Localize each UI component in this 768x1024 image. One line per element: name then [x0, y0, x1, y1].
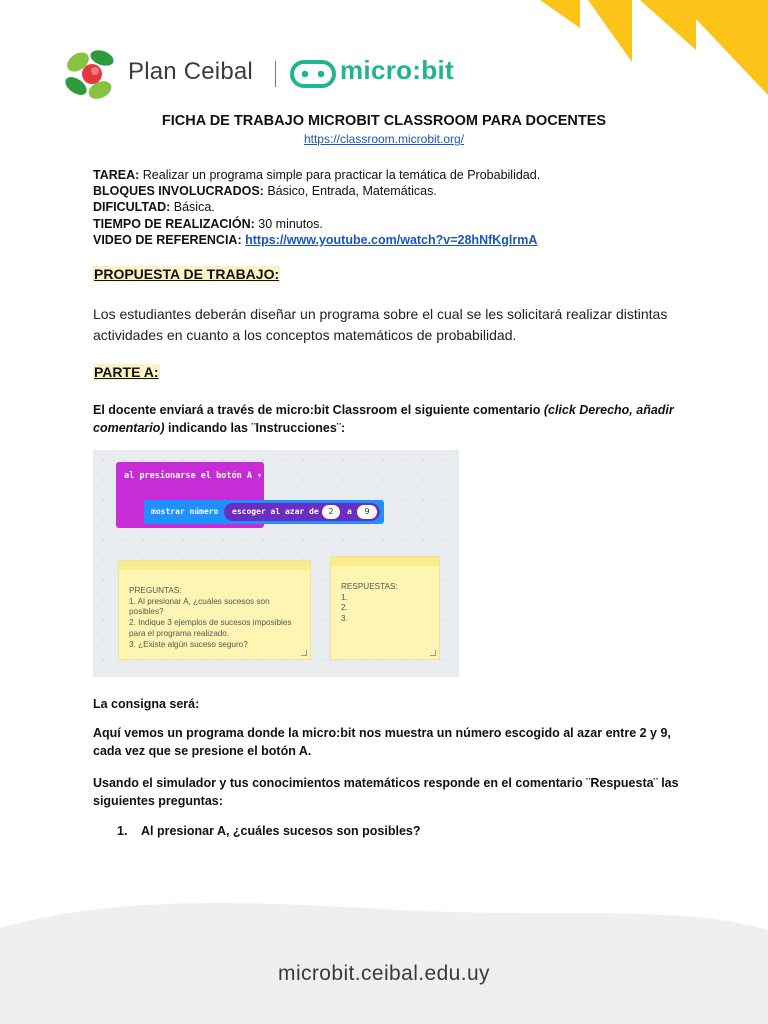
event-block-label: al presionarse el botón A ▾: [124, 471, 263, 481]
questions-note-text: [129, 586, 309, 650]
classroom-link[interactable]: https://classroom.microbit.org/: [303, 132, 465, 146]
intro-italic: (click Derecho, añadir comentario): [93, 403, 674, 435]
product-name: micro:bit: [340, 55, 454, 85]
note-line: 1. Al presionar A, ¿cuáles sucesos son: [129, 596, 270, 606]
show-block-label: mostrar número: [151, 507, 219, 516]
note-line: 3.: [341, 614, 348, 624]
meta-row-difficulty: [93, 199, 693, 215]
plan-ceibal-logo-icon: [64, 44, 124, 104]
meta-row-video: [93, 232, 693, 248]
intro-text: El docente enviará a través de micro:bit Classroom el siguiente comentario: [93, 403, 544, 417]
meta-label: BLOQUES INVOLUCRADOS:: [93, 184, 264, 199]
note-line: PREGUNTAS:: [129, 586, 182, 595]
meta-row-task: [93, 167, 693, 183]
makecode-editor-screenshot: [93, 450, 459, 677]
note-resize-handle[interactable]: [430, 650, 436, 656]
note-header: [119, 561, 310, 570]
meta-value: Básico, Entrada, Matemáticas.: [263, 184, 437, 199]
instructions-label: La consigna será:: [93, 697, 200, 711]
note-line: 2. Indique 3 ejemplos de sucesos imposibles: [129, 618, 292, 628]
note-header: [331, 557, 439, 566]
note-line: RESPUESTAS:: [341, 582, 398, 591]
video-reference-link[interactable]: https://www.youtube.com/watch?v=28hNfKglrmA: [245, 232, 538, 247]
part-a-heading: PARTE A:: [94, 364, 159, 380]
pick-random-block[interactable]: [224, 503, 380, 521]
instructions-paragraph-1: Aquí vemos un programa donde la micro:bit nos muestra un número escogido al azar entre 2 y 9, cada vez que se presione el botón A.: [93, 726, 671, 758]
header-logos: [64, 44, 484, 106]
note-line: 2.: [341, 603, 348, 613]
note-line: posibles?: [129, 607, 164, 617]
random-from-input[interactable]: 2: [322, 505, 340, 519]
note-line: para el programa realizado.: [129, 628, 230, 638]
random-to-input[interactable]: 9: [357, 505, 377, 519]
show-number-block[interactable]: [144, 500, 384, 524]
meta-row-time: [93, 216, 693, 232]
proposal-text: Los estudiantes deberán diseñar un programa sobre el cual se les solicitará realizar distintas actividades en cuanto a los conceptos matemáticos de probabilidad.: [93, 306, 668, 343]
meta-label: TAREA:: [93, 168, 140, 182]
yellow-corner-decoration: [528, 0, 768, 95]
answers-comment-note[interactable]: [330, 556, 440, 660]
intro-text-end: indicando las ¨Instrucciones¨:: [164, 421, 346, 435]
note-line: 3. ¿Existe algún suceso seguro?: [129, 639, 248, 649]
question-text: Al presionar A, ¿cuáles sucesos son posibles?: [141, 824, 421, 838]
note-line: 1.: [341, 592, 348, 602]
header-divider: [275, 61, 276, 87]
org-name: Plan Ceibal: [128, 58, 253, 85]
meta-label: TIEMPO DE REALIZACIÓN:: [93, 216, 255, 231]
meta-label: DIFICULTAD:: [93, 200, 171, 215]
proposal-heading: PROPUESTA DE TRABAJO:: [94, 266, 280, 282]
meta-row-blocks: [93, 183, 693, 199]
note-resize-handle[interactable]: [301, 650, 307, 656]
document-title: FICHA DE TRABAJO MICROBIT CLASSROOM PARA DOCENTES: [161, 113, 607, 129]
questions-comment-note[interactable]: [118, 560, 311, 660]
meta-label: VIDEO DE REFERENCIA:: [93, 232, 242, 247]
instructions-paragraph-2: Usando el simulador y tus conocimientos matemáticos responde en el comentario ¨Respuesta¨ las siguientes preguntas:: [93, 776, 679, 808]
meta-value: Básica.: [170, 200, 215, 215]
on-button-pressed-block[interactable]: [116, 462, 370, 528]
footer-domain: microbit.ceibal.edu.uy: [278, 962, 490, 985]
question-number: 1.: [117, 824, 128, 838]
part-a-intro: [93, 401, 693, 437]
random-separator: a: [347, 507, 352, 516]
random-block-label: escoger al azar de: [232, 507, 319, 516]
title-link-row: [0, 132, 768, 146]
meta-value: 30 minutos.: [254, 216, 323, 231]
answers-note-text: [341, 582, 436, 625]
question-item: [117, 824, 421, 838]
task-metadata: [93, 167, 693, 248]
meta-value: Realizar un programa simple para practicar la temática de Probabilidad.: [139, 168, 541, 182]
microbit-logo-icon: [290, 60, 336, 88]
footer-wave-background: [0, 884, 768, 1024]
